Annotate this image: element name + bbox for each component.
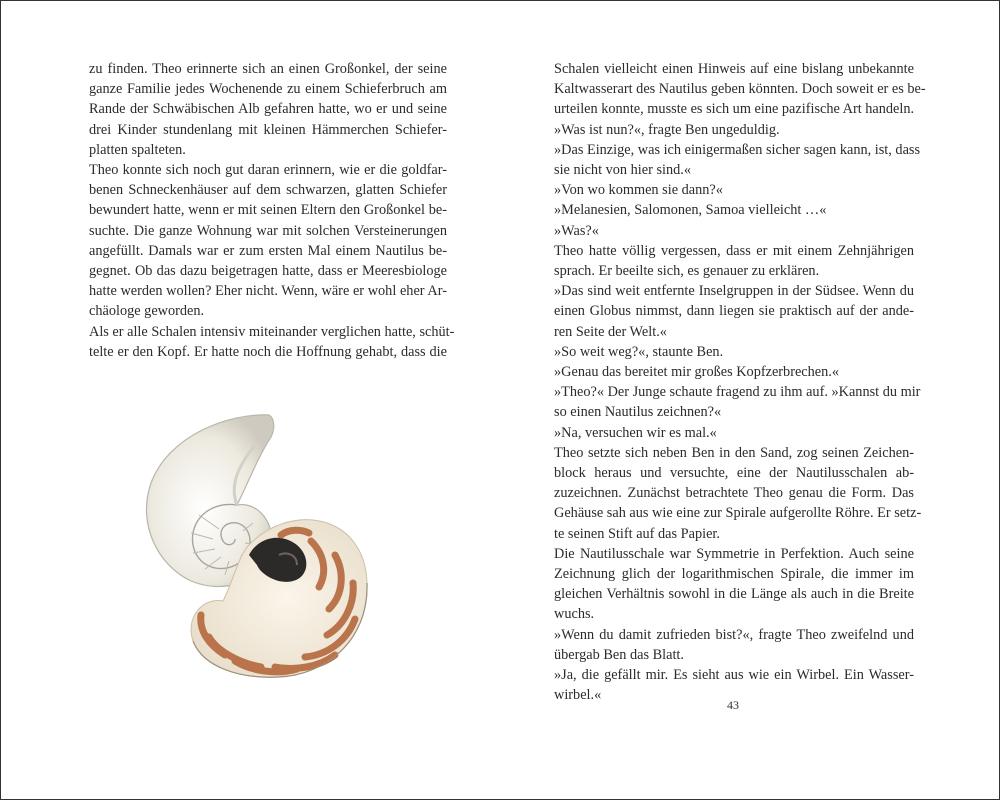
nautilus-shells-icon bbox=[129, 405, 369, 695]
text-line: block heraus und versuchte, eine der Nautilusschalen ab- bbox=[554, 465, 914, 482]
text-line: urteilen konnte, musste es sich um eine pazifische Art handeln. bbox=[554, 101, 915, 118]
text-line: zu finden. Theo erinnerte sich an einen Großonkel, der seine bbox=[89, 61, 447, 77]
text-line: so einen Nautilus zeichnen?« bbox=[554, 404, 722, 421]
right-page-text bbox=[554, 59, 926, 706]
text-line: Gehäuse sah aus wie eine zur Spirale aufgerollte Röhre. Er setz- bbox=[554, 505, 922, 522]
text-line: Als er alle Schalen intensiv miteinander verglichen hatte, schüt- bbox=[89, 323, 455, 340]
text-line: gleichen Verhältnis sowohl in die Länge als auch in die Breite bbox=[554, 586, 914, 603]
text-line: »Was ist nun?«, fragte Ben ungeduldig. bbox=[554, 121, 780, 138]
page-number: 43 bbox=[727, 698, 739, 712]
text-line: »Theo?« Der Junge schaute fragend zu ihm auf. »Kannst du mir bbox=[554, 384, 921, 401]
text-line: Rande der Schwäbischen Alb gefahren hatte, wo er und seine bbox=[89, 101, 447, 118]
text-line: telte er den Kopf. Er hatte noch die Hoffnung gehabt, dass die bbox=[89, 343, 447, 360]
text-line: bewundert hatte, wenn er mit seinen Eltern den Großonkel be- bbox=[89, 202, 447, 219]
text-line: Theo konnte sich noch gut daran erinnern, wie er die goldfar- bbox=[89, 162, 447, 179]
text-line: angefüllt. Damals war er zum ersten Mal einem Nautilus be- bbox=[89, 242, 447, 259]
text-line: »Was?« bbox=[554, 222, 599, 239]
text-line: te seinen Stift auf das Papier. bbox=[554, 525, 720, 542]
text-line: Kaltwasserart des Nautilus geben könnten. Doch soweit er es be- bbox=[554, 81, 926, 98]
text-line: zuzeichnen. Zunächst betrachtete Theo genau die Form. Das bbox=[554, 485, 914, 502]
text-line: platten spalteten. bbox=[89, 141, 186, 158]
text-line: wuchs. bbox=[554, 606, 595, 623]
text-line: benen Schneckenhäuser auf dem schwarzen, glatten Schiefer bbox=[89, 182, 447, 199]
text-line: »Ja, die gefällt mir. Es sieht aus wie ein Wirbel. Ein Wasser- bbox=[554, 667, 914, 684]
text-line: drei Kinder stundenlang mit kleinen Hämmerchen Schiefer- bbox=[89, 121, 447, 138]
text-line: einen Globus nimmst, dann liegen sie praktisch auf der ande- bbox=[554, 303, 914, 320]
text-line: suchte. Die ganze Wohnung war mit solchen Versteinerungen bbox=[89, 222, 447, 239]
text-line: wirbel.« bbox=[554, 687, 602, 704]
text-line: sprach. Er beeilte sich, es genauer zu erklären. bbox=[554, 263, 820, 280]
text-line: »So weit weg?«, staunte Ben. bbox=[554, 343, 724, 360]
text-line: »Von wo kommen sie dann?« bbox=[554, 182, 723, 199]
left-page-text bbox=[89, 59, 455, 362]
text-line: sie nicht von hier sind.« bbox=[554, 162, 691, 179]
text-line: ren Seite der Welt.« bbox=[554, 323, 667, 340]
text-line: »Genau das bereitet mir großes Kopfzerbrechen.« bbox=[554, 364, 840, 381]
text-line: »Das Einzige, was ich einigermaßen sicher sagen kann, ist, dass bbox=[554, 141, 921, 158]
text-line: chäologe geworden. bbox=[89, 303, 205, 320]
text-line: Die Nautilusschale war Symmetrie in Perfektion. Auch seine bbox=[554, 545, 914, 562]
text-line: »Wenn du damit zufrieden bist?«, fragte Theo zweifelnd und bbox=[554, 626, 914, 643]
text-line: Schalen vielleicht einen Hinweis auf eine bislang unbekannte bbox=[554, 61, 914, 77]
text-line: Zeichnung glich der logarithmischen Spirale, die immer im bbox=[554, 566, 914, 583]
text-line: hatte werden wollen? Eher nicht. Wenn, wäre er wohl eher Ar- bbox=[89, 283, 447, 300]
text-line: übergab Ben das Blatt. bbox=[554, 646, 684, 663]
text-line: Theo hatte völlig vergessen, dass er mit einem Zehnjährigen bbox=[554, 242, 914, 259]
text-line: »Na, versuchen wir es mal.« bbox=[554, 424, 717, 441]
text-line: »Melanesien, Salomonen, Samoa vielleicht …« bbox=[554, 202, 827, 219]
text-line: Theo setzte sich neben Ben in den Sand, zog seinen Zeichen- bbox=[554, 444, 914, 461]
text-line: »Das sind weit entfernte Inselgruppen in der Südsee. Wenn du bbox=[554, 283, 914, 300]
text-line: gegnet. Ob das dazu beigetragen hatte, dass er Meeresbiologe bbox=[89, 263, 447, 280]
text-line: ganze Familie jedes Wochenende zu einem Schieferbruch am bbox=[89, 81, 447, 98]
